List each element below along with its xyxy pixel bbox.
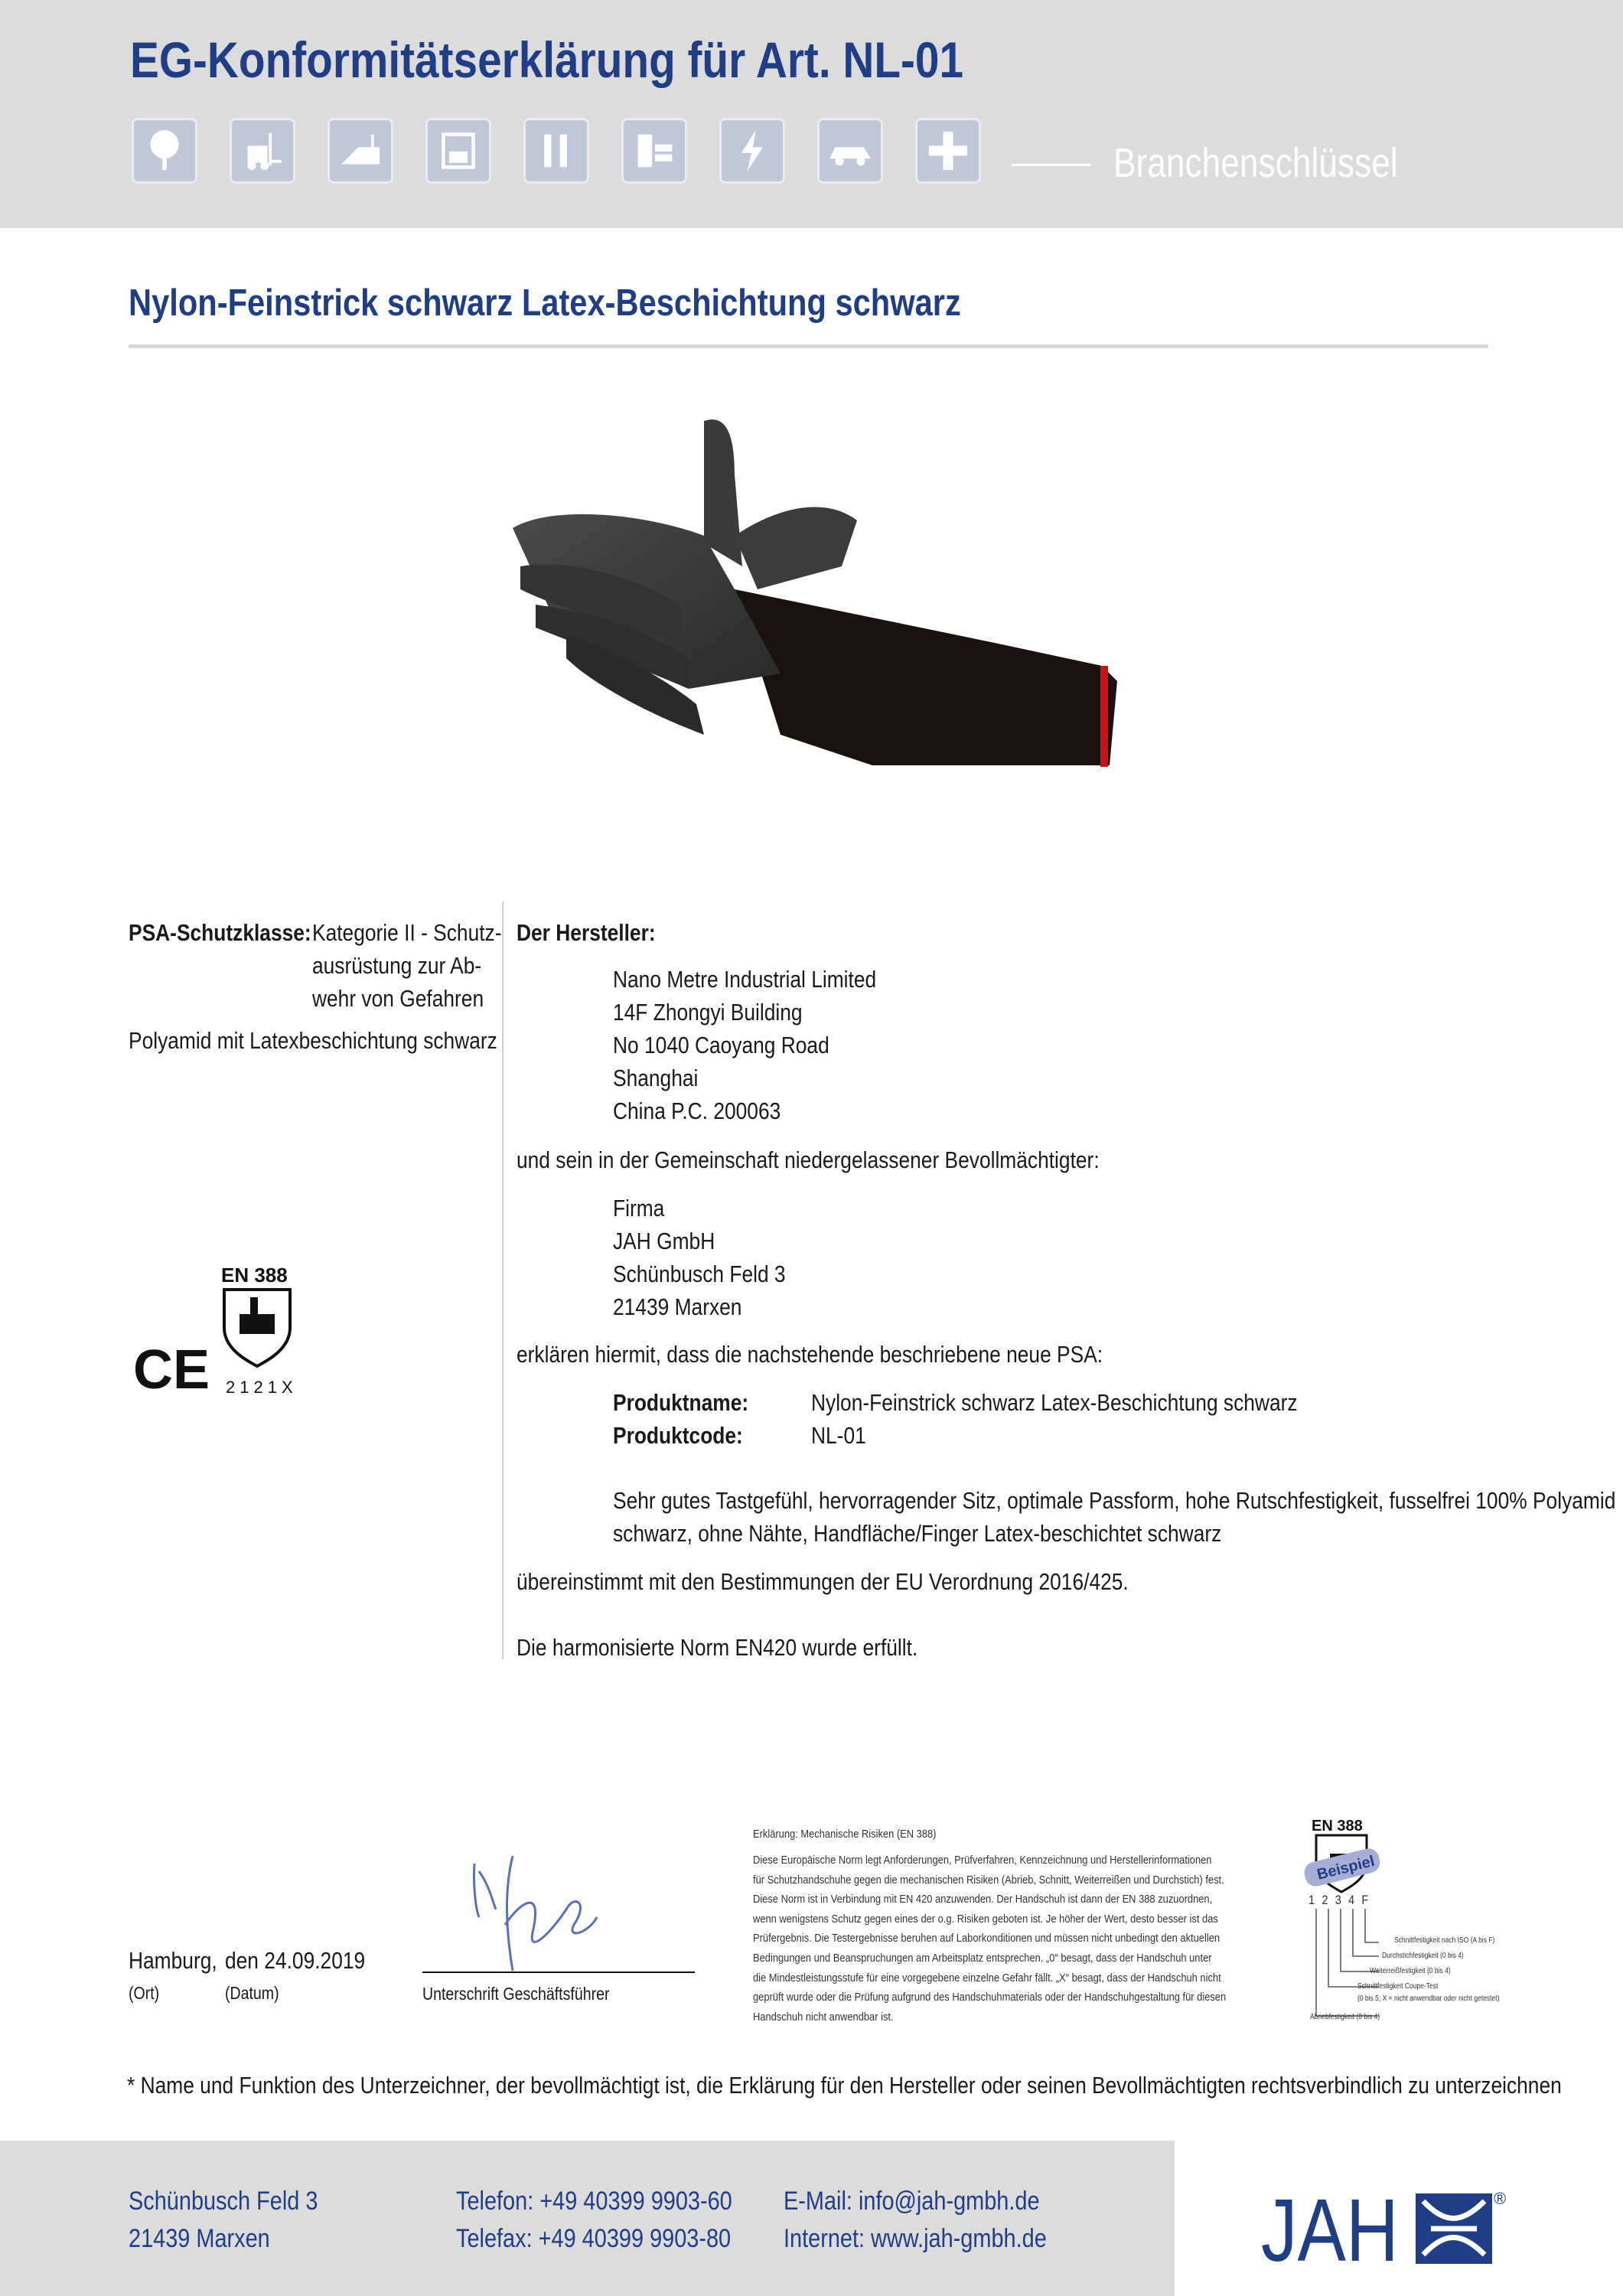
representative-address-line: Schünbusch Feld 3 [613, 1261, 786, 1287]
industry-key-line [1012, 164, 1091, 166]
manufacturer-address-line: China P.C. 200063 [613, 1097, 781, 1124]
tree-icon [132, 118, 197, 184]
food-icon [621, 118, 687, 184]
en388-code: 2121X [226, 1378, 298, 1397]
document-title: EG-Konformitätserklärung für Art. NL-01 [130, 31, 964, 88]
en388-shield-icon [217, 1259, 301, 1397]
harmonized-norm-statement: Die harmonisierte Norm EN420 wurde erfüllt. [517, 1634, 918, 1661]
ce-mark-icon [133, 1342, 210, 1396]
representative-intro: und sein in der Gemeinschaft niedergelassener Bevollmächtigter: [517, 1146, 1100, 1173]
product-name-value: Nylon-Feinstrick schwarz Latex-Beschichtung schwarz [811, 1389, 1298, 1416]
example-legend-item: Schnittfestigkeit Coupe-Test [1357, 1982, 1439, 1991]
example-legend-item: Schnittfestigkeit nach ISO (A bis F) [1394, 1936, 1495, 1945]
signature-place: Hamburg, [129, 1947, 217, 1974]
explanation-line: Bedingungen und Beanspruchungen am Arbeitsplatz entsprechen. „0“ besagt, dass der Handschuh unter [753, 1952, 1212, 1965]
explanation-line: für Schutzhandschuhe gegen die mechanischen Risiken (Abrieb, Schnitt, Weiterreißen und Durchstich) fest. [753, 1874, 1224, 1887]
declare-intro: erklären hiermit, dass die nachstehende beschriebene neue PSA: [517, 1341, 1103, 1368]
jah-logo [1261, 2178, 1514, 2270]
column-divider [502, 902, 504, 1659]
explanation-line: Diese Europäische Norm legt Anforderungen, Prüfverfahren, Kennzeichnung und Herstellerinformationen [753, 1854, 1212, 1867]
conformity-statement: übereinstimmt mit den Bestimmungen der EU Verordnung 2016/425. [517, 1568, 1129, 1595]
footer-city: 21439 Marxen [129, 2224, 270, 2253]
description-line-1: Sehr gutes Tastgefühl, hervorragender Sitz, optimale Passform, hohe Rutschfestigkeit, fusselfrei 100% Polyamid [613, 1487, 1616, 1514]
example-legend-item: Weiterreißfestigkeit (0 bis 4) [1370, 1967, 1451, 1975]
psa-class-line-1: Kategorie II - Schutz- [312, 919, 502, 946]
example-digits: 1 2 3 4 F [1309, 1893, 1370, 1907]
en388-label: EN 388 [221, 1264, 288, 1287]
description-line-2: schwarz, ohne Nähte, Handfläche/Finger Latex-beschichtet schwarz [613, 1520, 1222, 1547]
product-title: Nylon-Feinstrick schwarz Latex-Beschichtung schwarz [129, 282, 961, 324]
product-name-label: Produktname: [613, 1389, 749, 1416]
manufacturer-heading: Der Hersteller: [517, 919, 656, 946]
representative-address-line: Firma [613, 1195, 665, 1221]
explanation-line: Diese Norm ist in Verbindung mit EN 420 anzuwenden. Der Handschuh ist dann der EN 388 zuzuordnen, [753, 1893, 1213, 1906]
signature-line [422, 1971, 695, 1973]
footer-street: Schünbusch Feld 3 [129, 2187, 318, 2216]
example-badge [1296, 1844, 1388, 1890]
signature-place-caption: (Ort) [129, 1983, 160, 2003]
svg-text:Beispiel: Beispiel [1315, 1852, 1377, 1883]
manufacturer-address-line: Shanghai [613, 1065, 699, 1091]
industry-key-label: Branchenschlüssel [1113, 140, 1398, 186]
svg-text:®: ® [1494, 2189, 1507, 2208]
footer-phone: Telefon: +49 40399 9903-60 [456, 2187, 732, 2216]
material-text: Polyamid mit Latexbeschichtung schwarz [129, 1027, 497, 1054]
manufacturer-address-line: No 1040 Caoyang Road [613, 1032, 829, 1058]
explanation-line: Handschuh nicht anwendbar ist. [753, 2011, 894, 2024]
example-legend-item: Durchstichfestigkeit (0 bis 4) [1382, 1952, 1464, 1960]
footer-website-link[interactable]: Internet: www.jah-gmbh.de [784, 2224, 1047, 2253]
cuff-red-trim [1100, 666, 1108, 767]
manufacturer-address-line: 14F Zhongyi Building [613, 999, 803, 1026]
automotive-icon [817, 118, 883, 184]
footer-band [0, 2141, 1175, 2296]
example-legend-lines [1310, 1909, 1379, 2024]
explanation-line: Prüfergebnis. Die Testergebnisse beruhen auf Laborkonditionen und müssen nicht unbedingt den aktuellen [753, 1932, 1221, 1945]
psa-class-line-3: wehr von Gefahren [312, 985, 484, 1012]
representative-address-line: JAH GmbH [613, 1228, 715, 1254]
glove-product-image [505, 413, 1117, 781]
psa-class-label: PSA-Schutzklasse: [129, 919, 311, 946]
factory-icon [425, 118, 491, 184]
svg-text:EN 388: EN 388 [1312, 1818, 1363, 1835]
signature-caption: Unterschrift Geschäftsführer [422, 1984, 610, 2004]
representative-address-line: 21439 Marxen [613, 1293, 742, 1320]
explanation-line: geprüft wurde oder die Prüfung aufgrund des Handschuhmaterials oder der Handschuhgestaltung für diesen [753, 1991, 1227, 2004]
signature-date-caption: (Datum) [225, 1983, 279, 2003]
forklift-icon [230, 118, 295, 184]
explanation-line: die Mindestleistungsstufe für eine vorgegebene einzelne Gefahr fällt. „X“ besagt, dass der Handschuh nicht [753, 1971, 1221, 1985]
product-code-label: Produktcode: [613, 1422, 743, 1449]
psa-class-line-2: ausrüstung zur Ab- [312, 952, 482, 979]
explanation-title: Erklärung: Mechanische Risiken (EN 388) [753, 1828, 937, 1841]
footnote: * Name und Funktion des Unterzeichner, der bevollmächtigt ist, die Erklärung für den Hersteller oder seinen Bevollmächtigten rechtsverbindlich zu unterzeichnen [127, 2072, 1562, 2099]
explanation-line: wenn wenigstens Schutz gegen eines der o.g. Risiken geboten ist. Je höher der Wert, desto besser ist das [753, 1913, 1218, 1926]
product-title-rule [129, 344, 1488, 348]
electric-icon [719, 118, 785, 184]
signature-date: den 24.09.2019 [225, 1947, 366, 1974]
example-legend-item: Abriebfestigkeit (0 bis 4) [1310, 2013, 1380, 2021]
handwritten-signature [459, 1841, 612, 1978]
manufacturer-address-line: Nano Metre Industrial Limited [613, 966, 877, 993]
laboratory-icon [523, 118, 589, 184]
footer-fax: Telefax: +49 40399 9903-80 [456, 2224, 732, 2253]
footer-email-link[interactable]: E-Mail: info@jah-gmbh.de [784, 2187, 1040, 2216]
example-legend-item: (0 bis 5; X = nicht anwendbar oder nicht getestet) [1357, 1994, 1500, 2003]
svg-text:CE: CE [133, 1342, 210, 1396]
product-code-value: NL-01 [811, 1422, 866, 1449]
svg-text:JAH: JAH [1261, 2181, 1399, 2270]
header-band [0, 0, 1623, 228]
construction-icon [328, 118, 393, 184]
medical-cross-icon [915, 118, 981, 184]
